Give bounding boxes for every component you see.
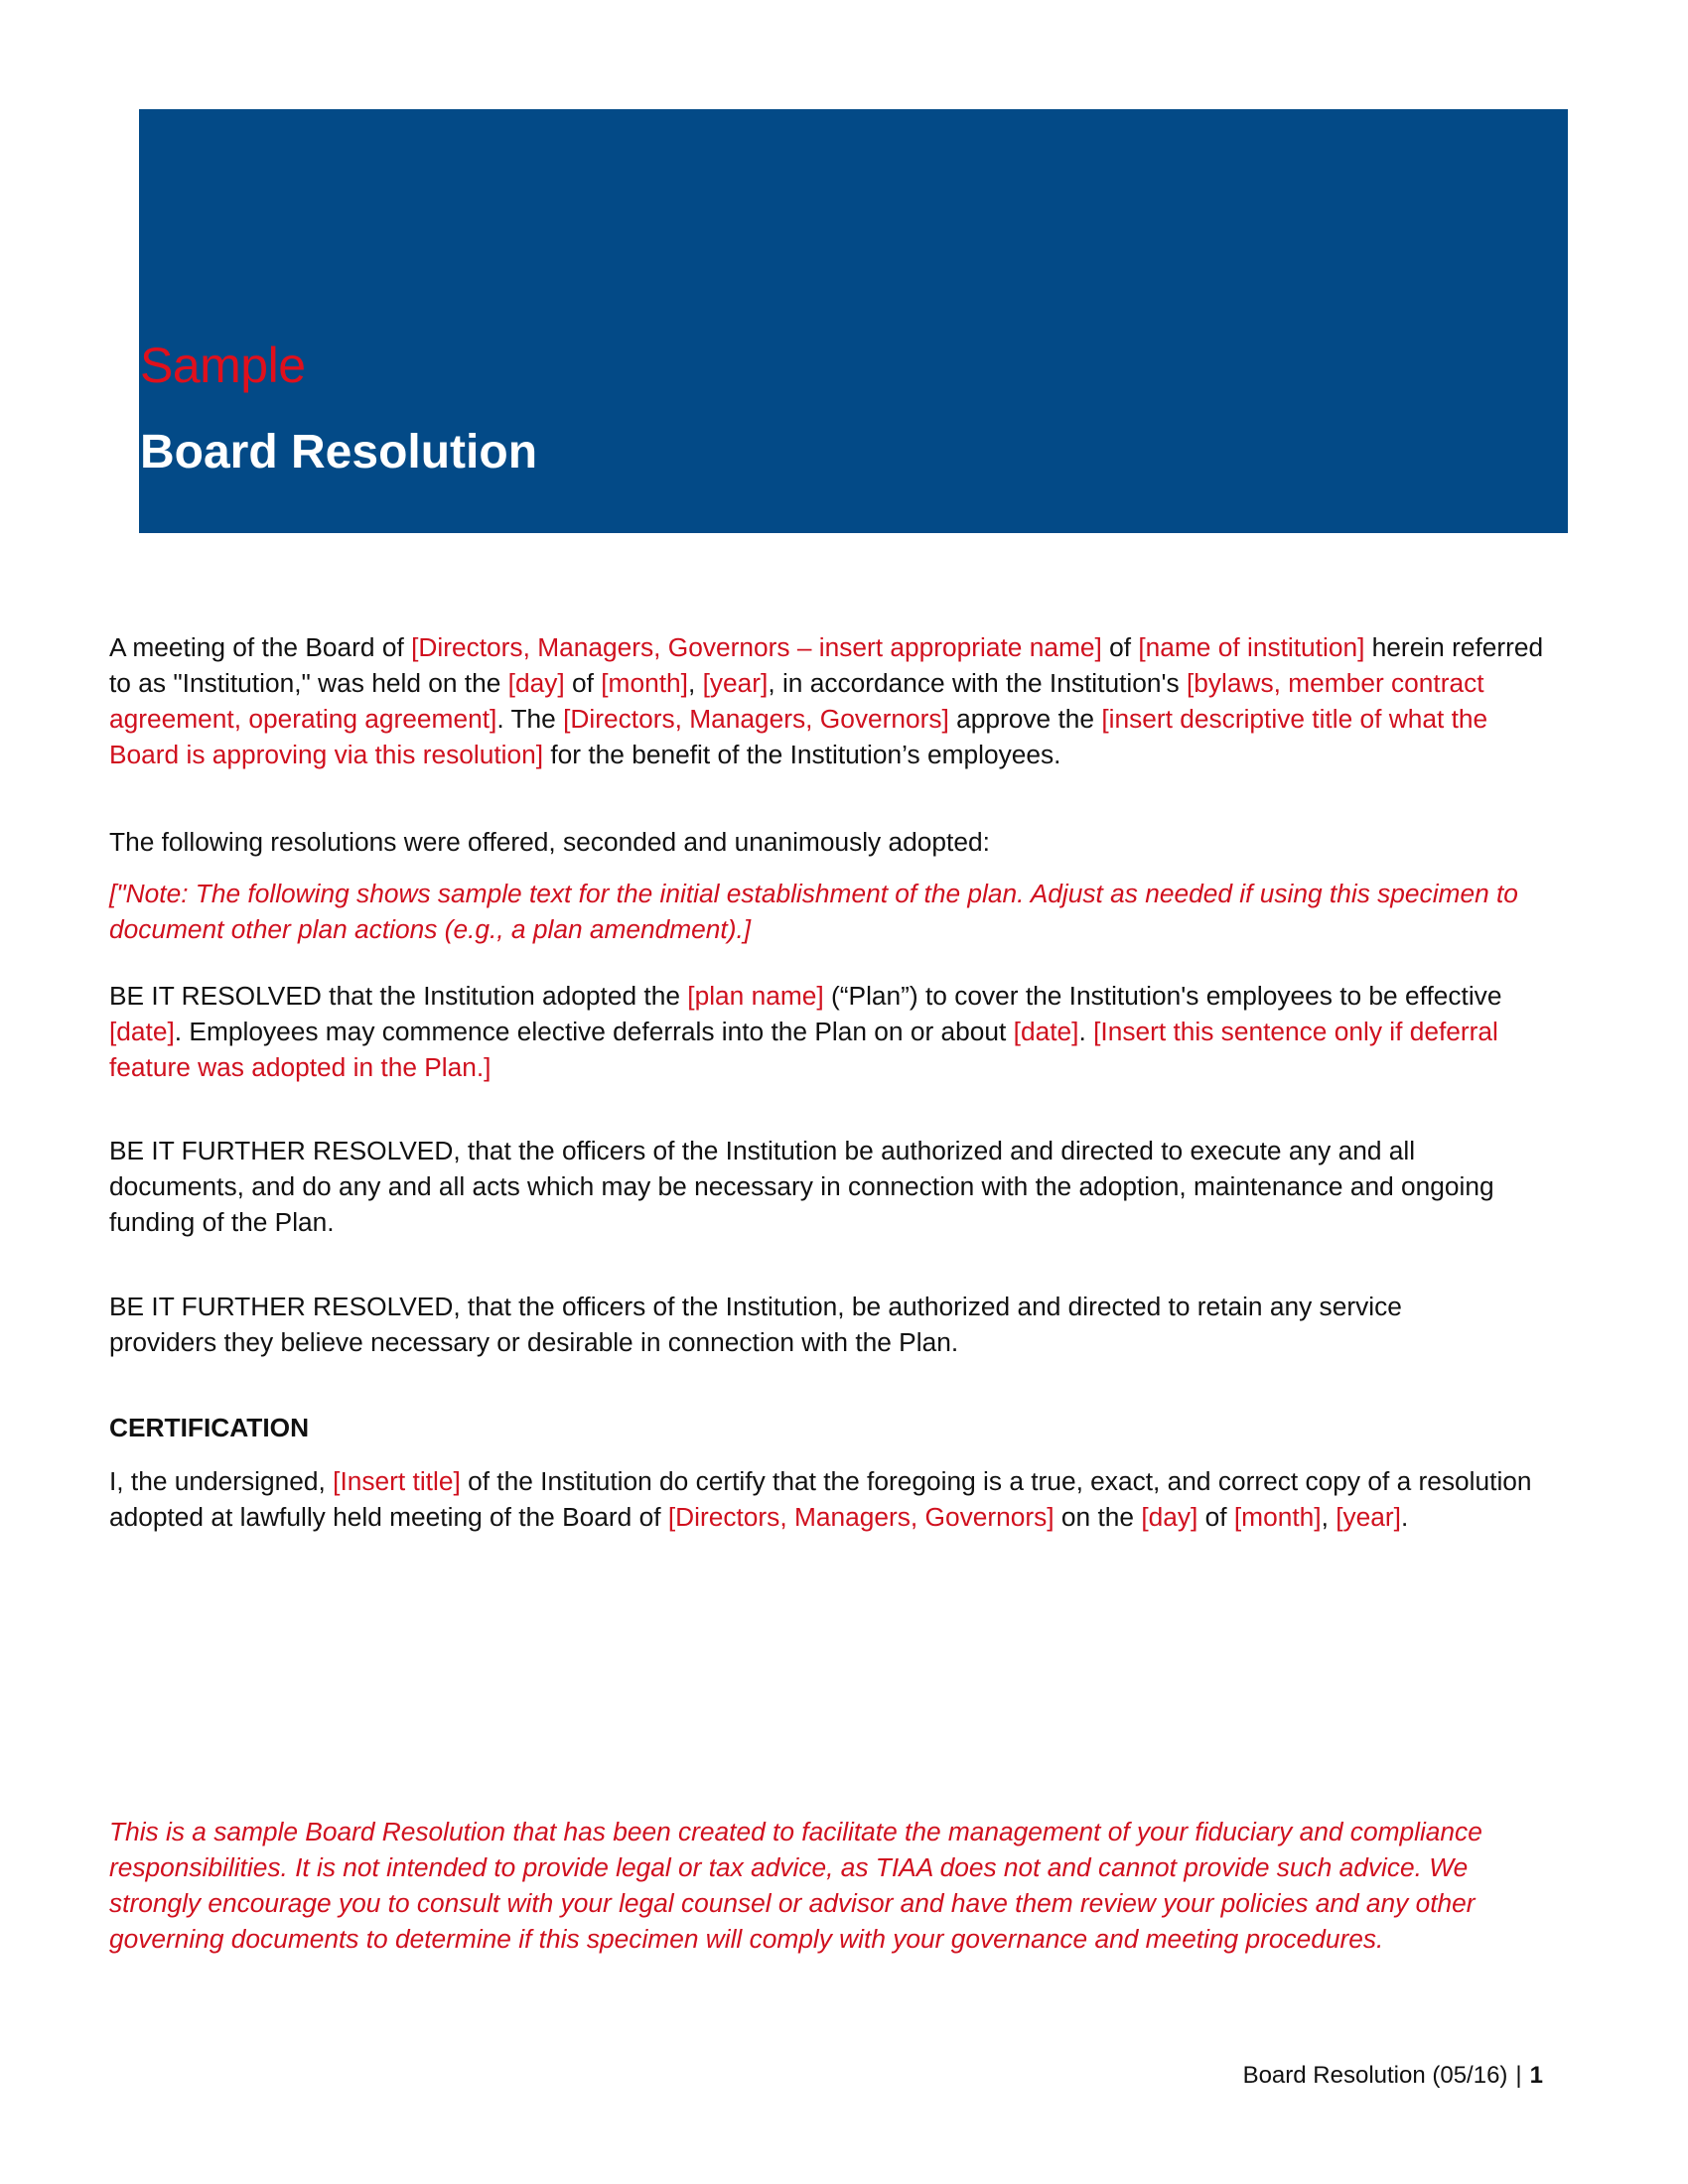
body-text-segment: BE IT RESOLVED that the Institution adopted the bbox=[109, 981, 688, 1011]
placeholder-text: [Insert this sentence only if deferral feature was adopted in the Plan.] bbox=[109, 1017, 1498, 1082]
body-text-segment: of bbox=[1101, 632, 1139, 662]
page-footer bbox=[1092, 2061, 1543, 2091]
body-text-segment: . Employees may commence elective deferrals into the Plan on or about bbox=[174, 1017, 1014, 1046]
body-text-segment: . bbox=[1078, 1017, 1094, 1046]
body-text-segment: on the bbox=[1054, 1502, 1142, 1532]
body-text-segment: (“Plan”) to cover the Institution's employees to be effective bbox=[823, 981, 1502, 1011]
placeholder-text: [Insert title] bbox=[333, 1466, 461, 1496]
intro-paragraph bbox=[109, 629, 1559, 772]
sample-label: Sample bbox=[140, 338, 306, 393]
placeholder-text: [day] bbox=[507, 668, 565, 698]
body-text-segment: , bbox=[687, 668, 703, 698]
placeholder-text: [month] bbox=[601, 668, 688, 698]
resolution-1 bbox=[109, 978, 1559, 1085]
body-text-segment: . bbox=[1400, 1502, 1409, 1532]
disclaimer: This is a sample Board Resolution that has been created to facilitate the management of your fiduciary and compliance responsibilities. It is not intended to provide legal or tax advice, as TIAA does not and cannot provide such advice. We strongly encourage you to consult with your legal counsel or advisor and have them review your policies and any other governing documents to determine if this specimen will comply with your governance and meeting procedures. bbox=[109, 1817, 1482, 1954]
placeholder-text: [date] bbox=[1013, 1017, 1079, 1046]
placeholder-text: [date] bbox=[109, 1017, 175, 1046]
placeholder-text: [month] bbox=[1233, 1502, 1322, 1532]
body-text-segment: , in accordance with the Institution's bbox=[768, 668, 1187, 698]
body-text-segment: of bbox=[564, 668, 602, 698]
placeholder-text: [Directors, Managers, Governors] bbox=[563, 704, 949, 734]
resolutions-intro: The following resolutions were offered, seconded and unanimously adopted: bbox=[109, 827, 990, 857]
certification-paragraph bbox=[109, 1463, 1559, 1535]
page-number: 1 bbox=[1529, 2062, 1543, 2089]
document-title: Board Resolution bbox=[140, 426, 538, 478]
footer-doc-label: Board Resolution (05/16) bbox=[1242, 2062, 1508, 2089]
placeholder-text: [insert descriptive title of what the Board is approving via this resolution] bbox=[109, 704, 1488, 769]
body-text-segment: of bbox=[1197, 1502, 1234, 1532]
placeholder-text: [bylaws, member contract agreement, operating agreement] bbox=[109, 668, 1484, 734]
placeholder-text: [name of institution] bbox=[1138, 632, 1365, 662]
placeholder-text: [Directors, Managers, Governors – insert appropriate name] bbox=[411, 632, 1102, 662]
title-banner bbox=[139, 109, 1568, 533]
placeholder-text: [year] bbox=[1336, 1502, 1401, 1532]
placeholder-text: [plan name] bbox=[687, 981, 824, 1011]
body-text-segment: I, the undersigned, bbox=[109, 1466, 334, 1496]
body-text-segment: herein referred to as "Institution," was held on the bbox=[109, 632, 1544, 698]
body-text-segment: approve the bbox=[948, 704, 1102, 734]
body-text-segment: . The bbox=[496, 704, 564, 734]
body-text-segment: for the benefit of the Institution’s employees. bbox=[543, 740, 1061, 769]
placeholder-text: [Directors, Managers, Governors] bbox=[667, 1502, 1055, 1532]
body-text-segment: of the Institution do certify that the foregoing is a true, exact, and correct copy of a resolution adopted at lawfully held meeting of the Board of bbox=[109, 1466, 1532, 1532]
placeholder-text: [year] bbox=[702, 668, 769, 698]
resolution-3: BE IT FURTHER RESOLVED, that the officers of the Institution, be authorized and directed to retain any service providers they believe necessary or desirable in connection with the Plan. bbox=[109, 1292, 1402, 1357]
certification-heading: CERTIFICATION bbox=[109, 1413, 310, 1442]
footer-separator: | bbox=[1515, 2062, 1522, 2089]
plan-note: ["Note: The following shows sample text for the initial establishment of the plan. Adjust as needed if using this specimen to document other plan actions (e.g., a plan amendment).] bbox=[109, 879, 1518, 944]
body-text-segment: , bbox=[1321, 1502, 1336, 1532]
resolution-2: BE IT FURTHER RESOLVED, that the officers of the Institution be authorized and directed to execute any and all documents, and do any and all acts which may be necessary in connection with the adoption, maintenance and ongoing funding of the Plan. bbox=[109, 1136, 1494, 1237]
placeholder-text: [day] bbox=[1141, 1502, 1198, 1532]
body-text-segment: A meeting of the Board of bbox=[109, 632, 412, 662]
